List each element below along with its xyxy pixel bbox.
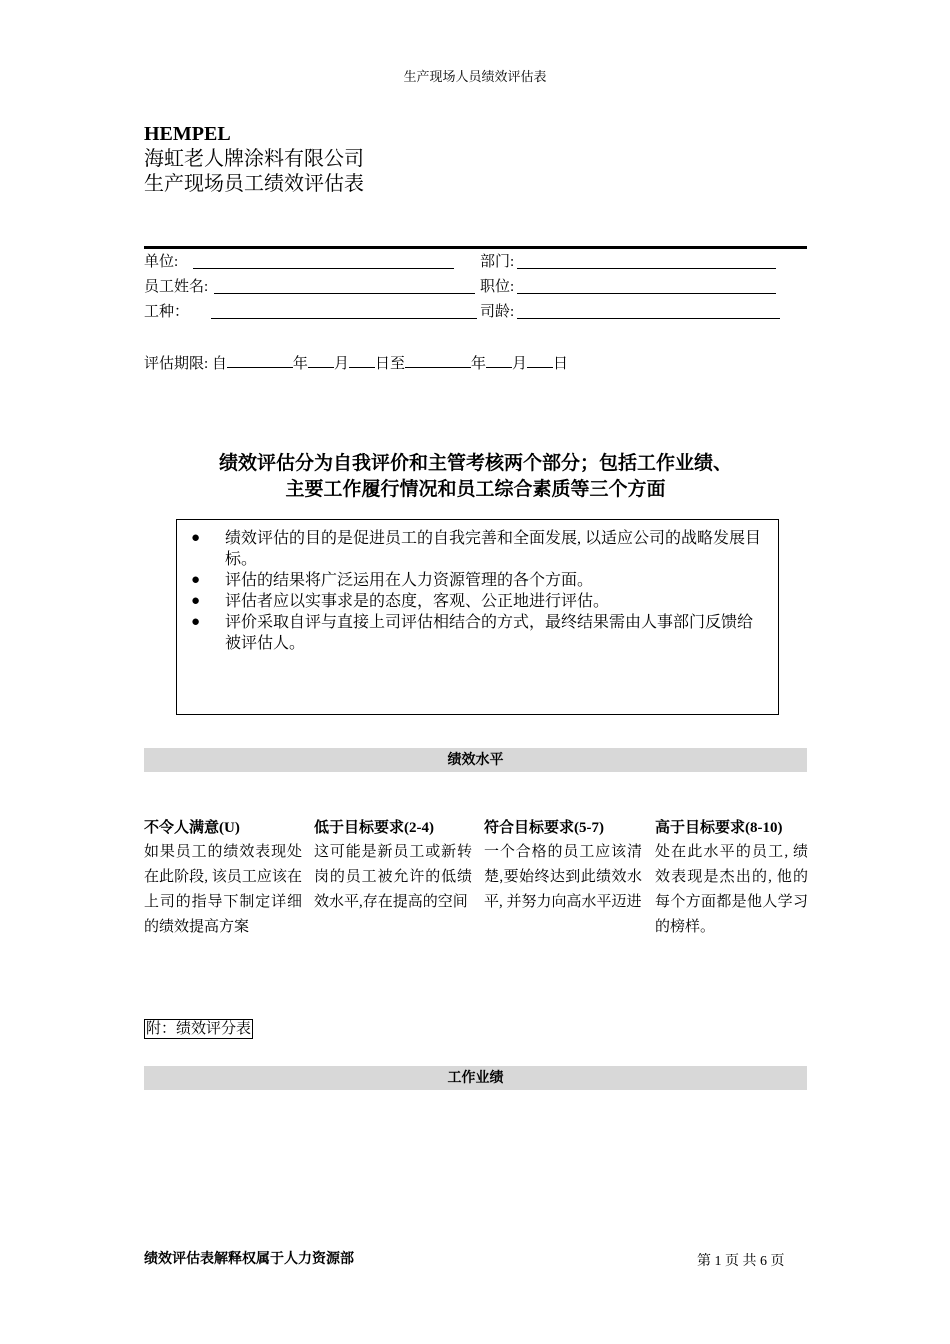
department-field — [480, 252, 514, 272]
intro-title-line1: 绩效评估分为自我评价和主管考核两个部分；包括工作业绩、 — [218, 452, 732, 474]
page-number: 第 1 页 共 6 页 — [697, 1254, 785, 1269]
start-month-blank[interactable] — [308, 352, 334, 368]
period-end-month-unit: 月 — [511, 356, 527, 372]
company-block — [144, 122, 364, 197]
level-description: 处在此水平的员工, 绩效表现是杰出的, 他的每个方面都是他人学习的榜样。 — [655, 844, 808, 935]
level-description: 这可能是新员工或新转岗的员工被允许的低绩效水平,存在提高的空间 — [314, 844, 472, 910]
list-item — [191, 612, 766, 654]
department-label: 部门: — [480, 254, 515, 270]
level-title: 不令人满意(U) — [144, 820, 240, 836]
bullet-icon: ● — [191, 530, 201, 546]
level-title: 低于目标要求(2-4) — [314, 820, 434, 836]
employee-name-label: 员工姓名: — [144, 279, 209, 295]
end-month-blank[interactable] — [486, 352, 512, 368]
period-label: 评估期限: 自 — [144, 356, 227, 372]
period-end-day-unit: 日 — [553, 356, 569, 372]
bullet-text: 评价采取自评与直接上司评估相结合的方式，最终结果需由人事部门反馈给被评估人。 — [225, 614, 754, 652]
bullet-text: 评估者应以实事求是的态度，客观、公正地进行评估。 — [225, 593, 610, 610]
department-input-line[interactable] — [517, 253, 776, 269]
position-input-line[interactable] — [517, 278, 776, 294]
company-name: 海虹老人牌涂料有限公司 — [144, 148, 364, 170]
list-item — [191, 570, 766, 591]
running-header: 生产现场人员绩效评估表 — [403, 70, 547, 85]
bullet-text: 评估的结果将广泛运用在人力资源管理的各个方面。 — [225, 572, 594, 589]
job-type-label: 工种： — [144, 304, 190, 320]
brand-name: HEMPEL — [144, 123, 231, 145]
level-meets-target — [484, 816, 642, 915]
appendix-link[interactable]: 附：绩效评分表 — [146, 1021, 252, 1037]
unit-label: 单位: — [144, 254, 179, 270]
form-title: 生产现场员工绩效评估表 — [144, 173, 364, 195]
guidelines-box — [176, 519, 779, 715]
header-divider — [144, 246, 807, 249]
seniority-field — [480, 302, 514, 322]
start-day-blank[interactable] — [349, 352, 375, 368]
list-item — [191, 591, 766, 612]
level-unsatisfactory — [144, 816, 302, 940]
period-day-to: 日至 — [374, 356, 405, 372]
end-year-blank[interactable] — [405, 352, 471, 368]
position-field — [480, 277, 514, 297]
bullet-text: 绩效评估的目的是促进员工的自我完善和全面发展, 以适应公司的战略发展目标。 — [225, 530, 762, 568]
job-type-field — [144, 302, 189, 322]
level-below-target — [314, 816, 472, 915]
level-above-target — [655, 816, 808, 940]
end-day-blank[interactable] — [527, 352, 553, 368]
footer-note: 绩效评估表解释权属于人力资源部 — [144, 1251, 354, 1267]
level-description: 一个合格的员工应该清楚,要始终达到此绩效水平, 并努力向高水平迈进 — [484, 844, 642, 910]
employee-name-field — [144, 277, 208, 297]
evaluation-period — [144, 352, 568, 373]
period-year-unit: 年 — [292, 356, 308, 372]
position-label: 职位: — [480, 279, 515, 295]
job-type-input-line[interactable] — [211, 303, 477, 319]
start-year-blank[interactable] — [227, 352, 293, 368]
unit-input-line[interactable] — [193, 253, 454, 269]
level-title: 高于目标要求(8-10) — [655, 820, 783, 836]
seniority-label: 司龄: — [480, 304, 515, 320]
work-performance-header: 工作业绩 — [144, 1066, 807, 1090]
period-month-unit: 月 — [333, 356, 349, 372]
level-description: 如果员工的绩效表现处在此阶段, 该员工应该在上司的指导下制定详细的绩效提高方案 — [144, 844, 302, 935]
intro-title-line2: 主要工作履行情况和员工综合素质等三个方面 — [285, 478, 666, 500]
unit-field — [144, 252, 178, 272]
bullet-icon: ● — [191, 614, 201, 630]
level-title: 符合目标要求(5-7) — [484, 820, 604, 836]
employee-name-input-line[interactable] — [214, 278, 475, 294]
guidelines-list — [177, 520, 778, 654]
bullet-icon: ● — [191, 593, 201, 609]
list-item — [191, 528, 766, 570]
intro-title — [144, 450, 807, 502]
period-end-year-unit: 年 — [470, 356, 486, 372]
performance-level-header: 绩效水平 — [144, 748, 807, 772]
bullet-icon: ● — [191, 572, 201, 588]
seniority-input-line[interactable] — [517, 303, 780, 319]
